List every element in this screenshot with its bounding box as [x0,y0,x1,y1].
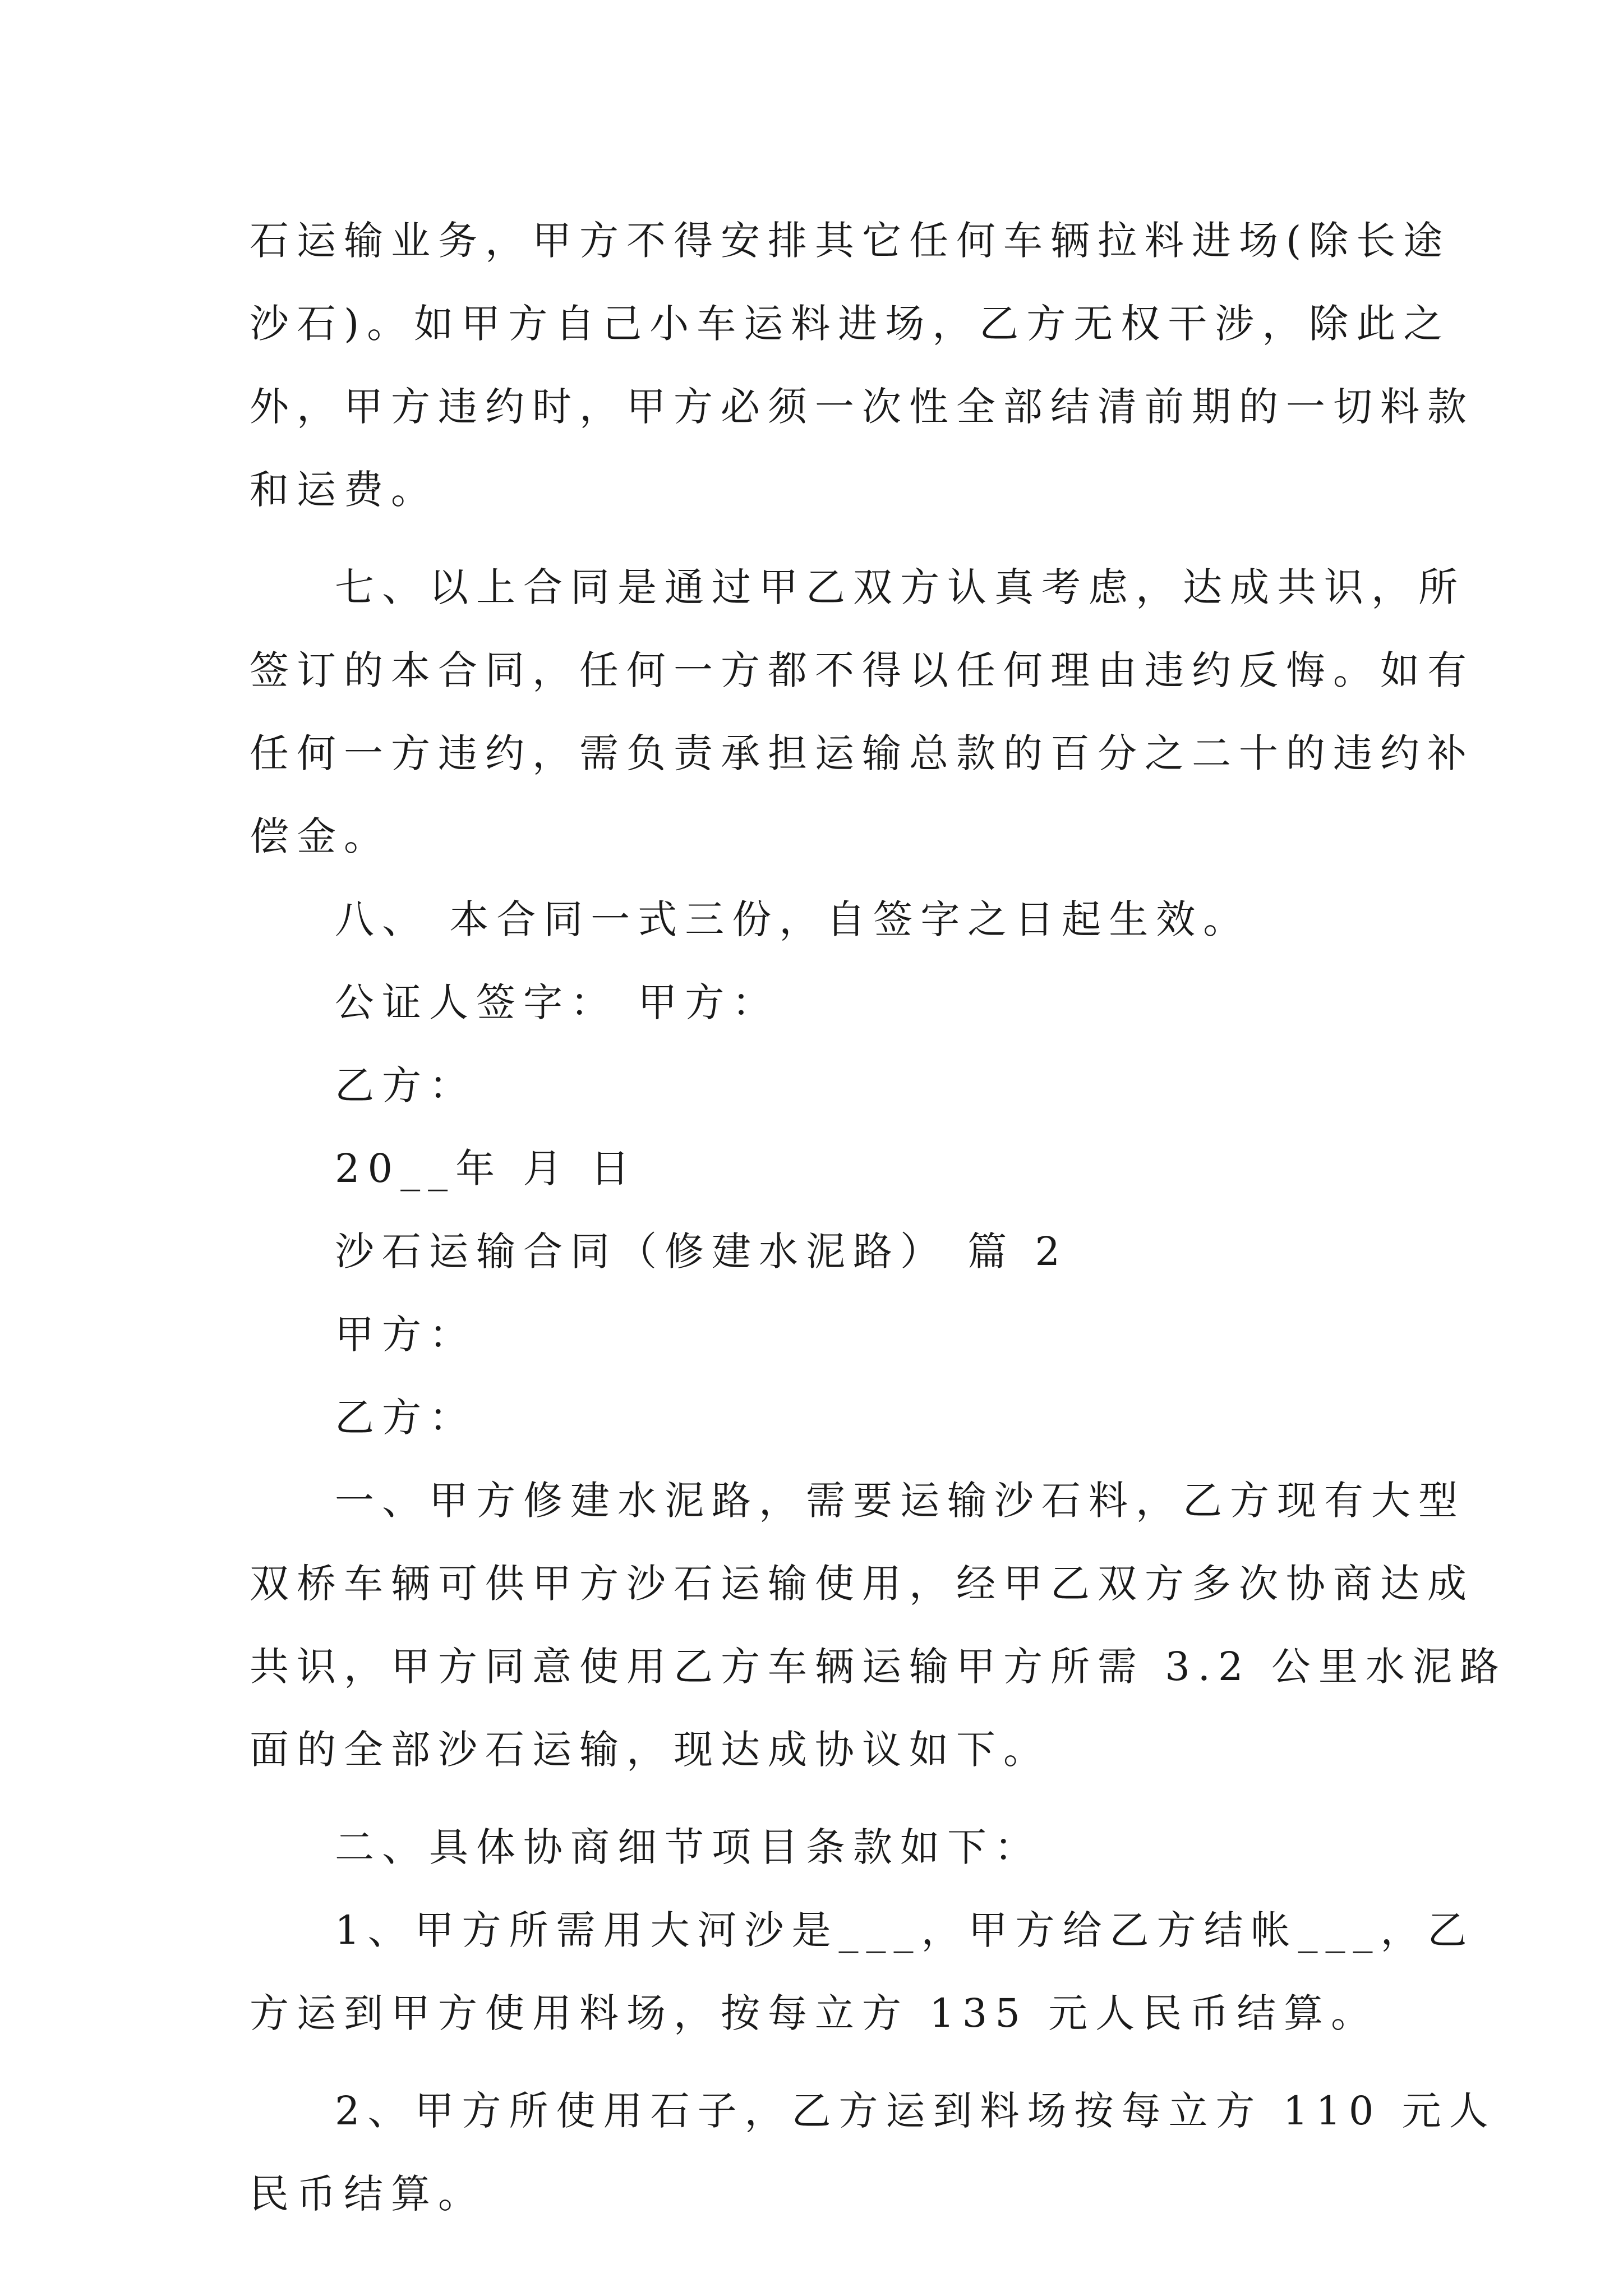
text-line: 民币结算。 [250,2171,485,2217]
text-line: 共识，甲方同意使用乙方车辆运输甲方所需 3.2 公里水泥路 [250,1644,1507,1690]
item-two-line: 2、甲方所使用石子，乙方运到料场按每立方 110 元人 [335,2088,1496,2134]
clause-two-line: 二、具体协商细节项目条款如下： [335,1824,1041,1870]
item-one-line: 1、甲方所需用大河沙是___，甲方给乙方结帐___，乙 [335,1907,1475,1953]
text-line: 签订的本合同，任何一方都不得以任何理由违约反悔。如有 [250,647,1474,693]
text-line: 沙石)。如甲方自己小车运料进场，乙方无权干涉，除此之 [250,301,1451,347]
text-line: 方运到甲方使用料场，按每立方 135 元人民币结算。 [250,1990,1378,2036]
clause-eight-line: 八、 本合同一式三份，自签字之日起生效。 [335,896,1251,942]
party-b-line: 乙方： [335,1395,476,1441]
text-line: 石运输业务，甲方不得安排其它任何车辆拉料进场(除长途 [250,218,1451,264]
contract-title: 沙石运输合同（修建水泥路） 篇 2 [335,1228,1068,1274]
party-a-line: 甲方： [335,1312,476,1358]
date-line: 20__年 月 日 [335,1145,638,1191]
document-body [250,199,1507,2235]
party-b-signature-line: 乙方： [335,1062,476,1108]
text-line: 和运费。 [250,467,438,513]
notary-signature-line: 公证人签字： 甲方： [335,979,780,1025]
text-line: 任何一方违约，需负责承担运输总款的百分之二十的违约补 [250,730,1474,776]
clause-seven-line: 七、以上合同是通过甲乙双方认真考虑，达成共识，所 [335,564,1465,610]
clause-one-line: 一、甲方修建水泥路，需要运输沙石料，乙方现有大型 [335,1478,1465,1524]
text-line: 偿金。 [250,813,391,859]
text-line: 外，甲方违约时，甲方必须一次性全部结清前期的一切料款 [250,384,1474,430]
text-line: 双桥车辆可供甲方沙石运输使用，经甲乙双方多次协商达成 [250,1561,1474,1607]
text-line: 面的全部沙石运输，现达成协议如下。 [250,1727,1050,1773]
